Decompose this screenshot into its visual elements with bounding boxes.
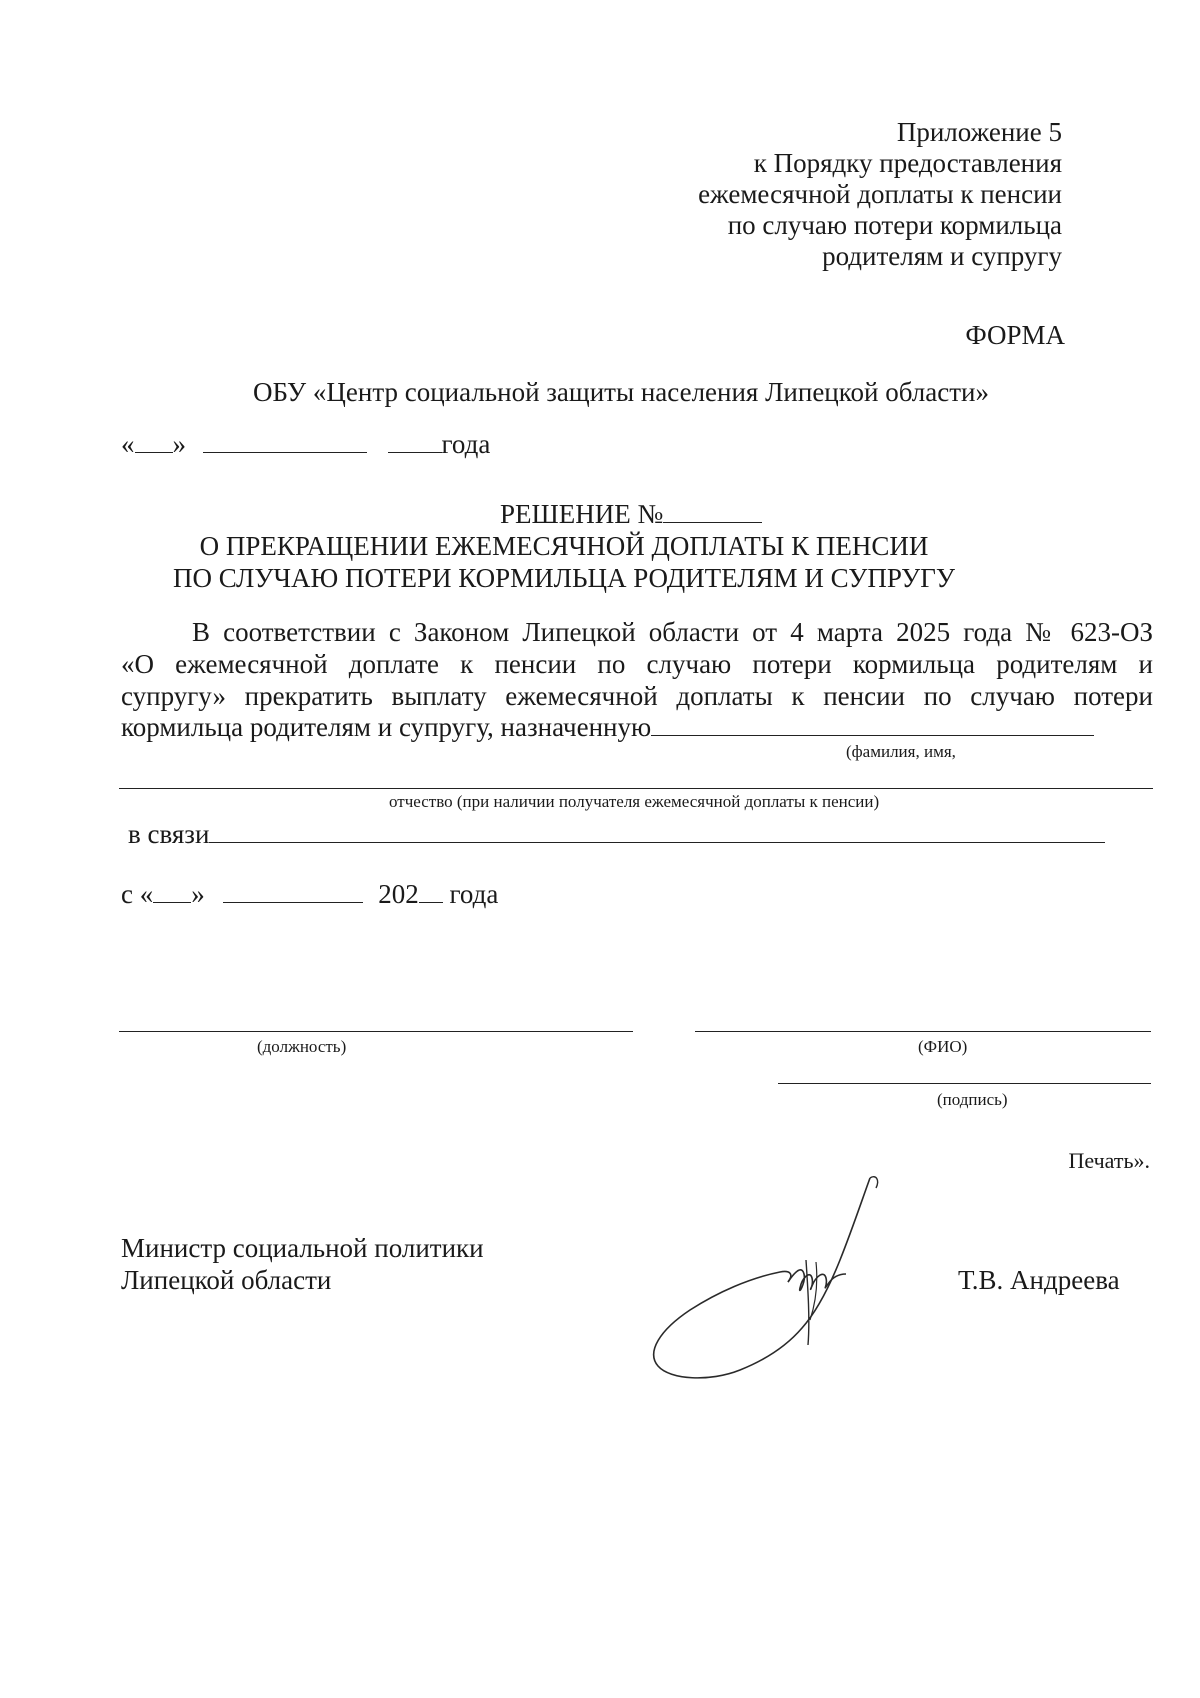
effective-year-blank[interactable] xyxy=(419,880,443,903)
fio-line[interactable] xyxy=(695,1031,1151,1032)
effective-month-blank[interactable] xyxy=(223,880,363,903)
decision-subtitle-2-text: ПО СЛУЧАЮ ПОТЕРИ КОРМИЛЬЦА РОДИТЕЛЯМ И СУПРУГУ xyxy=(172,563,956,593)
decision-title-text: РЕШЕНИЕ № xyxy=(500,499,664,529)
effective-year-word: года xyxy=(449,879,499,909)
signature-line[interactable] xyxy=(778,1083,1151,1084)
date-year-blank[interactable] xyxy=(388,430,442,453)
date-year-word: года xyxy=(441,429,491,459)
date-close-quote: » xyxy=(172,429,186,459)
effective-date-prefix: с « xyxy=(121,879,154,909)
appendix-line-3: ежемесячной доплаты к пенсии xyxy=(698,179,1062,209)
decision-subtitle-1-text: О ПРЕКРАЩЕНИИ ЕЖЕМЕСЯЧНОЙ ДОПЛАТЫ К ПЕНСИИ xyxy=(199,531,929,561)
fio-hint: (ФИО) xyxy=(918,1037,968,1056)
position-line[interactable] xyxy=(119,1031,633,1032)
signature-hint: (подпись) xyxy=(937,1090,1008,1109)
reason-label: в связи xyxy=(128,819,210,849)
appendix-line-2: к Порядку предоставления xyxy=(753,148,1062,178)
body-line-4-text: кормильца родителям и супругу, назначенную xyxy=(121,712,652,742)
position-hint: (должность) xyxy=(257,1037,347,1056)
appendix-line-4: по случаю потери кормильца xyxy=(727,210,1062,240)
recipient-name-blank[interactable] xyxy=(651,713,1094,736)
decision-subtitle-1 xyxy=(0,530,1200,562)
appendix-line-5: родителям и супругу xyxy=(822,241,1062,271)
decision-number-blank[interactable] xyxy=(663,500,762,523)
reason-line xyxy=(128,818,1105,850)
body-line-1: В соответствии с Законом Липецкой области от 4 марта 2025 года № 623-ОЗ xyxy=(192,617,1153,647)
date-line xyxy=(121,428,490,460)
date-open-quote: « xyxy=(121,429,135,459)
minister-title-line-1: Министр социальной политики xyxy=(121,1233,484,1263)
decision-title xyxy=(500,498,762,530)
date-day-blank[interactable] xyxy=(135,430,173,453)
minister-title-line-2: Липецкой области xyxy=(121,1265,332,1295)
minister-name: Т.В. Андреева xyxy=(958,1265,1120,1295)
body-line-3: супругу» прекратить выплату ежемесячной доплаты к пенсии по случаю потери xyxy=(121,681,1153,711)
handwritten-signature xyxy=(640,1170,880,1390)
organization-name: ОБУ «Центр социальной защиты населения Липецкой области» xyxy=(253,377,989,407)
body-line-4 xyxy=(121,711,1094,743)
date-month-blank[interactable] xyxy=(203,430,367,453)
recipient-patronymic-line[interactable] xyxy=(119,788,1153,789)
hint-name: (фамилия, имя, xyxy=(846,742,956,761)
effective-date-line xyxy=(121,878,498,910)
appendix-line-1: Приложение 5 xyxy=(896,117,1062,147)
form-label: ФОРМА xyxy=(965,320,1065,350)
effective-day-blank[interactable] xyxy=(153,880,191,903)
seal-text: Печать». xyxy=(1068,1148,1150,1173)
effective-date-close-quote: » xyxy=(191,879,205,909)
reason-blank[interactable] xyxy=(209,820,1105,843)
body-line-2: «О ежемесячной доплате к пенсии по случаю потери кормильца родителям и xyxy=(121,649,1153,679)
hint-patronymic: отчество (при наличии получателя ежемесячной доплаты к пенсии) xyxy=(389,792,880,811)
decision-subtitle-2 xyxy=(0,562,1200,594)
effective-year-prefix: 202 xyxy=(378,879,419,909)
